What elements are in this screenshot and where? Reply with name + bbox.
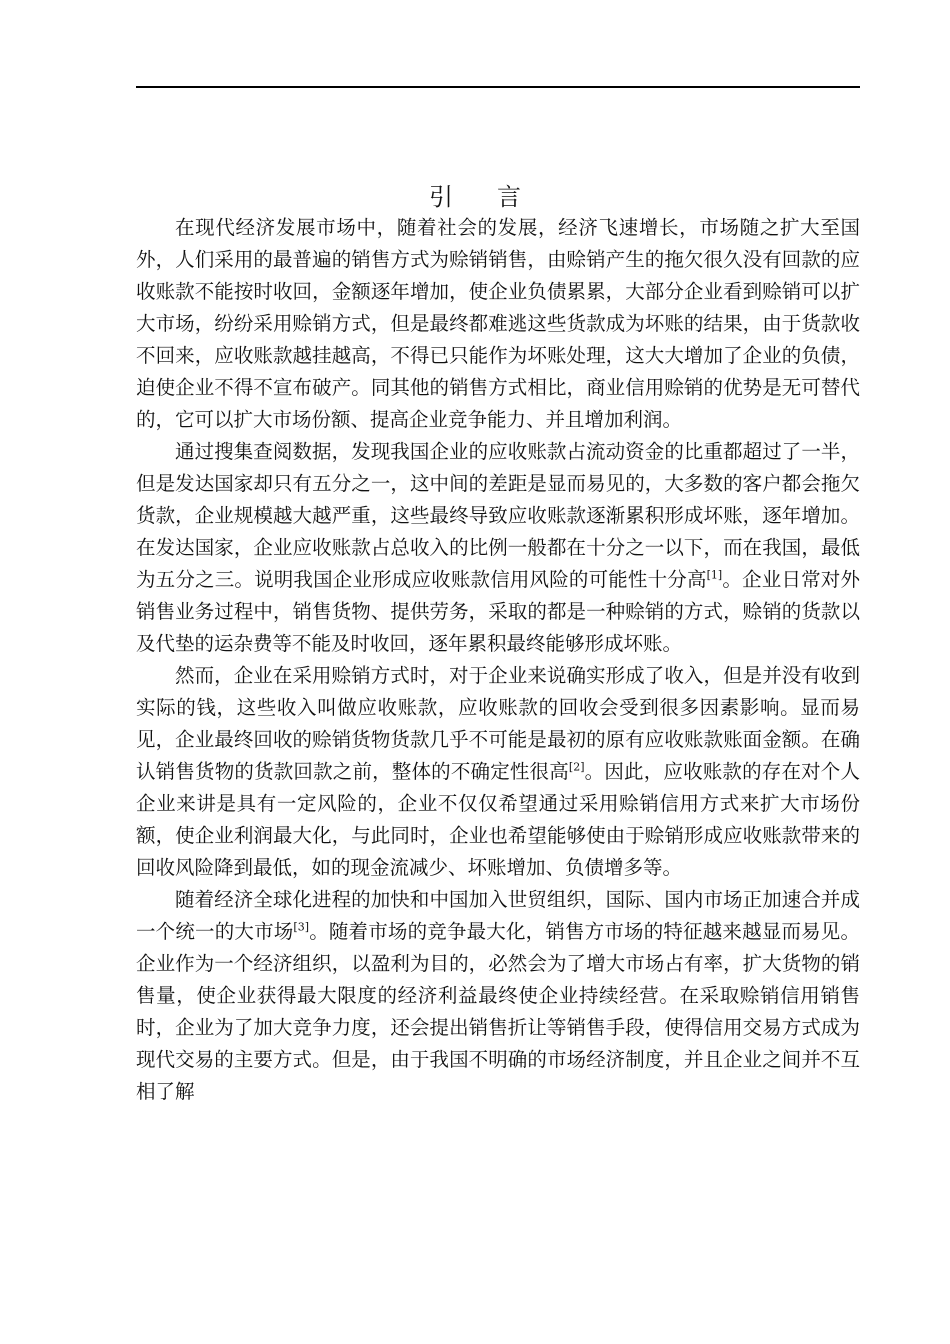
paragraph-text: 随着经济全球化进程的加快和中国加入世贸组织，国际、国内市场正加速合并成一个统一的大市场 xyxy=(136,888,860,943)
header-rule xyxy=(136,86,860,88)
paragraph-text: 。随着市场的竞争最大化，销售方市场的特征越来越显而易见。企业作为一个经济组织，以盈利为目的，必然会为了增大市场占有率，扩大货物的销售量，使企业获得最大限度的经济利益最终使企业持续经营。在采取赊销信用销售时，企业为了加大竞争力度，还会提出销售折让等销售手段，使得信用交易方式成为现代交易的主要方式。但是，由于我国不明确的市场经济制度，并且企业之间并不互相了解 xyxy=(136,920,860,1103)
paragraph-text: 在现代经济发展市场中，随着社会的发展，经济飞速增长，市场随之扩大至国外，人们采用的最普遍的销售方式为赊销销售，由赊销产生的拖欠很久没有回款的应收账款不能按时收回，金额逐年增加，使企业负债累累，大部分企业看到赊销可以扩大市场，纷纷采用赊销方式，但是最终都难逃这些货款成为坏账的结果，由于货款收不回来，应收账款越挂越高，不得已只能作为坏账处理，这大大增加了企业的负债，迫使企业不得不宣布破产。同其他的销售方式相比，商业信用赊销的优势是无可替代的，它可以扩大市场份额、提高企业竞争能力、并且增加利润。 xyxy=(136,216,860,431)
paragraph-text: 。因此，应收账款的存在对个人企业来讲是具有一定风险的，企业不仅仅希望通过采用赊销信用方式来扩大市场份额，使企业利润最大化，与此同时，企业也希望能够使由于赊销形成应收账款带来的回收风险降到最低，如的现金流减少、坏账增加、负债增多等。 xyxy=(136,760,860,879)
paragraph-text: 。企业日常对外销售业务过程中，销售货物、提供劳务，采取的都是一种赊销的方式，赊销的货款以及代垫的运杂费等不能及时收回，逐年累积最终能够形成坏账。 xyxy=(136,568,860,655)
paragraph-1 xyxy=(136,212,860,436)
paragraph-2 xyxy=(136,436,860,660)
paragraph-3 xyxy=(136,660,860,884)
paragraph-text: 通过搜集查阅数据，发现我国企业的应收账款占流动资金的比重都超过了一半，但是发达国家却只有五分之一，这中间的差距是显而易见的，大多数的客户都会拖欠货款，企业规模越大越严重，这些最终导致应收账款逐渐累积形成坏账，逐年增加。在发达国家，企业应收账款占总收入的比例一般都在十分之一以下，而在我国，最低为五分之三。说明我国企业形成应收账款信用风险的可能性十分高 xyxy=(136,440,860,591)
citation-1: [1] xyxy=(706,568,723,582)
citation-2: [2] xyxy=(568,760,585,774)
paragraph-text: 然而，企业在采用赊销方式时，对于企业来说确实形成了收入，但是并没有收到实际的钱，这些收入叫做应收账款，应收账款的回收会受到很多因素影响。显而易见，企业最终回收的赊销货物货款几乎不可能是最初的原有应收账款账面金额。在确认销售货物的货款回款之前，整体的不确定性很高 xyxy=(136,664,860,783)
body-text xyxy=(136,212,860,1108)
citation-3: [3] xyxy=(293,920,310,934)
paragraph-4 xyxy=(136,884,860,1108)
page-title: 引言 xyxy=(429,183,565,211)
